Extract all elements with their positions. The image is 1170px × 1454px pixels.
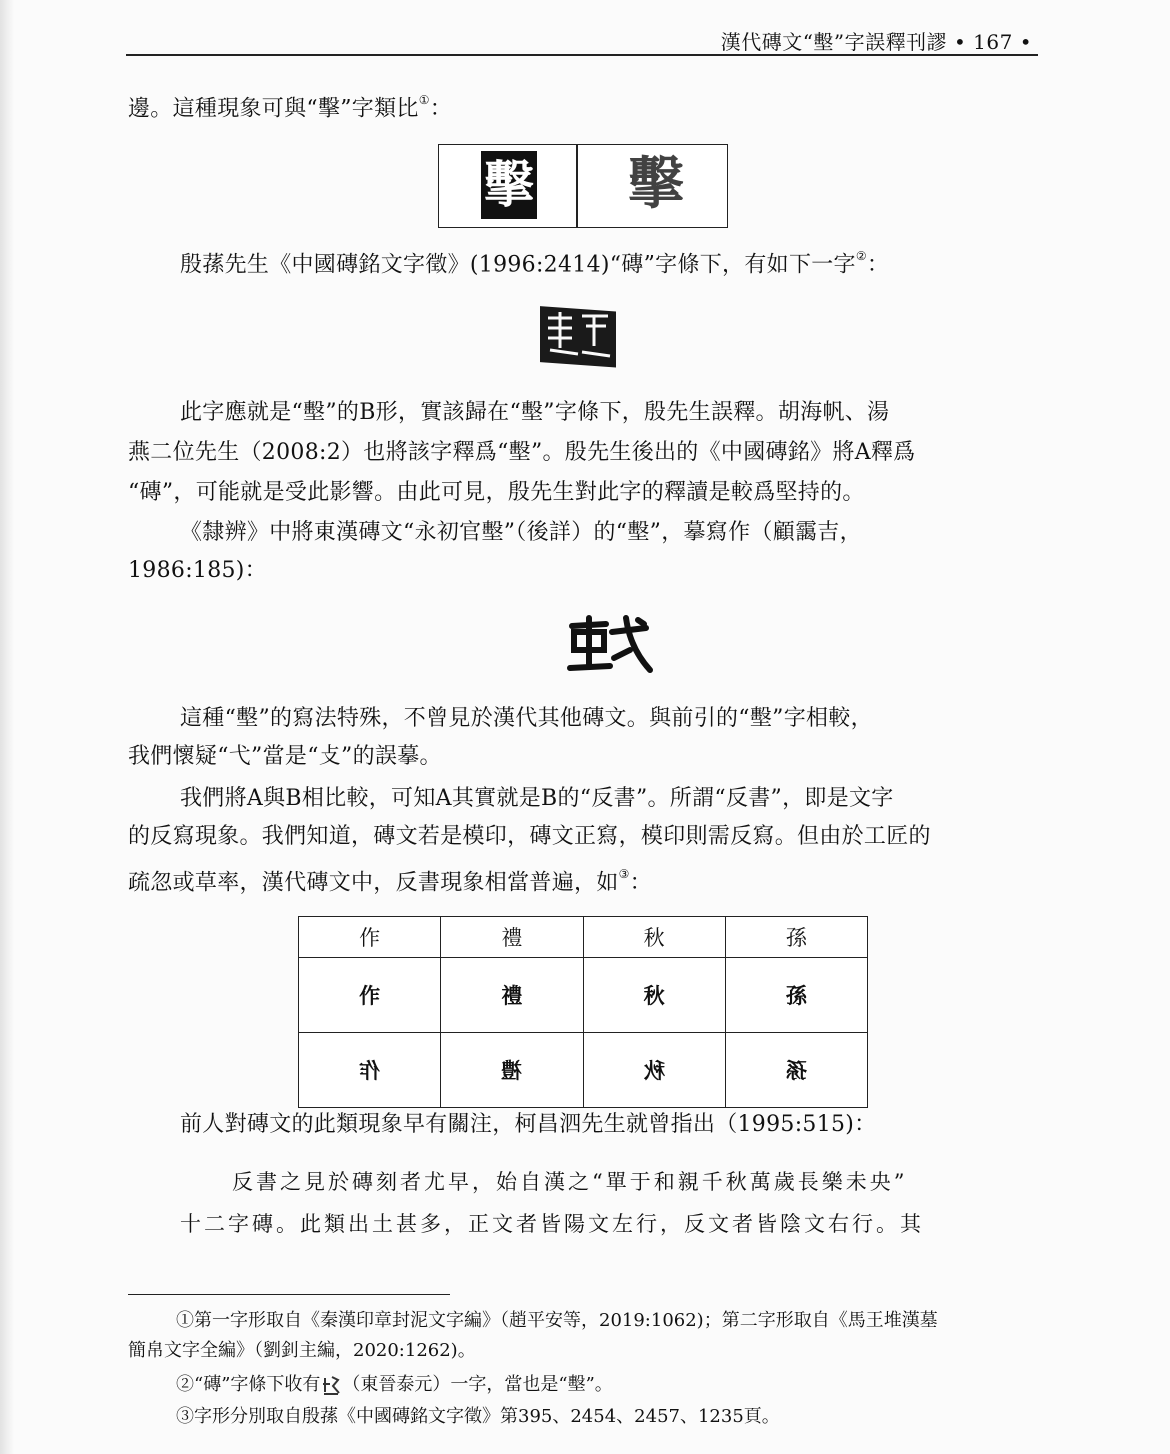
table-header-cell: 禮 <box>441 917 583 958</box>
paragraph-6-line-2: 的反寫現象。我們知道，磚文若是模印，磚文正寫，模印則需反寫。但由於工匠的 <box>128 824 931 849</box>
page-edge <box>0 0 14 1454</box>
paragraph-5-line-2: 我們懷疑“弋”當是“攴”的誤摹。 <box>128 744 442 769</box>
paragraph-4-line-1: 《隸辨》中將東漢磚文“永初官墼”（後詳）的“墼”，摹寫作（顧靄吉， <box>180 520 862 545</box>
normal-glyph: 孫 <box>725 958 867 1033</box>
footnote-3: ③字形分別取自殷蓀《中國磚銘文字徵》第395、2454、2457、1235頁。 <box>176 1406 780 1427</box>
table-header-cell: 作 <box>299 917 441 958</box>
normal-glyph: 作 <box>299 958 441 1033</box>
normal-glyph: 禮 <box>441 958 583 1033</box>
paragraph-1: 邊。這種現象可與“擊”字類比①： <box>128 93 453 122</box>
table-header-cell: 孫 <box>725 917 867 958</box>
footnote-2: ②“磚”字條下收有 （東晉泰元）一字，當也是“墼”。 <box>176 1374 613 1395</box>
table-header-row <box>299 917 868 958</box>
small-brick-glyph-icon <box>322 1374 340 1396</box>
libian-glyph-image <box>566 614 654 676</box>
quote-line-1: 反書之見於磚刻者尤早，始自漢之“單于和親千秋萬歲長樂未央” <box>232 1170 908 1194</box>
table-row-reversed <box>299 1033 868 1108</box>
footnote-1-line-2: 簡帛文字全編》（劉釗主編，2020:1262)。 <box>128 1340 476 1361</box>
paragraph-5-line-1: 這種“墼”的寫法特殊，不曾見於漢代其他磚文。與前引的“墼”字相較， <box>180 706 873 731</box>
paragraph-3-line-2: 燕二位先生（2008:2）也將該字釋爲“墼”。殷先生後出的《中國磚銘》將A釋爲 <box>128 440 916 465</box>
paragraph-6-line-1: 我們將A與B相比較，可知A其實就是B的“反書”。所謂“反書”，即是文字 <box>180 786 894 811</box>
quote-line-2: 十二字磚。此類出土甚多，正文者皆陽文左行，反文者皆陰文右行。其 <box>180 1212 924 1236</box>
paragraph-6-line-3: 疏忽或草率，漢代磚文中，反書現象相當普遍，如③： <box>128 867 652 896</box>
footnote-ref-3[interactable]: ③ <box>618 867 630 881</box>
paragraph-4-line-2: 1986:185)： <box>128 558 267 583</box>
table-row-normal <box>299 958 868 1033</box>
normal-glyph: 秋 <box>583 958 725 1033</box>
running-header <box>126 18 1038 56</box>
paragraph-3-line-3: “磚”，可能就是受此影響。由此可見，殷先生對此字的釋讀是較爲堅持的。 <box>128 480 865 505</box>
paragraph-7: 前人對磚文的此類現象早有關注，柯昌泗先生就曾指出（1995:515)： <box>180 1112 877 1137</box>
seal-glyph-image: 擊 <box>481 151 537 219</box>
footnote-ref-2[interactable]: ② <box>855 249 867 263</box>
reversed-glyph: 作 <box>299 1033 441 1108</box>
paragraph-3-line-1: 此字應就是“墼”的B形，實該歸在“墼”字條下，殷先生誤釋。胡海帆、湯 <box>180 400 890 425</box>
reversed-forms-table <box>298 916 868 1108</box>
reversed-glyph: 禮 <box>441 1033 583 1108</box>
silk-glyph-image: 擊 <box>628 151 684 217</box>
reversed-glyph: 孫 <box>725 1033 867 1108</box>
running-title: 漢代磚文“墼”字誤釋刊謬 • 167 • <box>720 30 1032 54</box>
paragraph-2: 殷蓀先生《中國磚銘文字徵》(1996:2414)“磚”字條下，有如下一字②： <box>180 249 890 278</box>
reversed-glyph: 秋 <box>583 1033 725 1108</box>
comparison-figure <box>438 144 728 228</box>
footnote-1-line-1: ①第一字形取自《秦漢印章封泥文字編》（趙平安等，2019:1062)；第二字形取自《馬王堆漢墓 <box>176 1310 938 1331</box>
footnote-rule <box>128 1294 450 1295</box>
brick-glyph-image <box>538 302 618 368</box>
table-header-cell: 秋 <box>583 917 725 958</box>
footnote-ref-1[interactable]: ① <box>418 93 430 107</box>
